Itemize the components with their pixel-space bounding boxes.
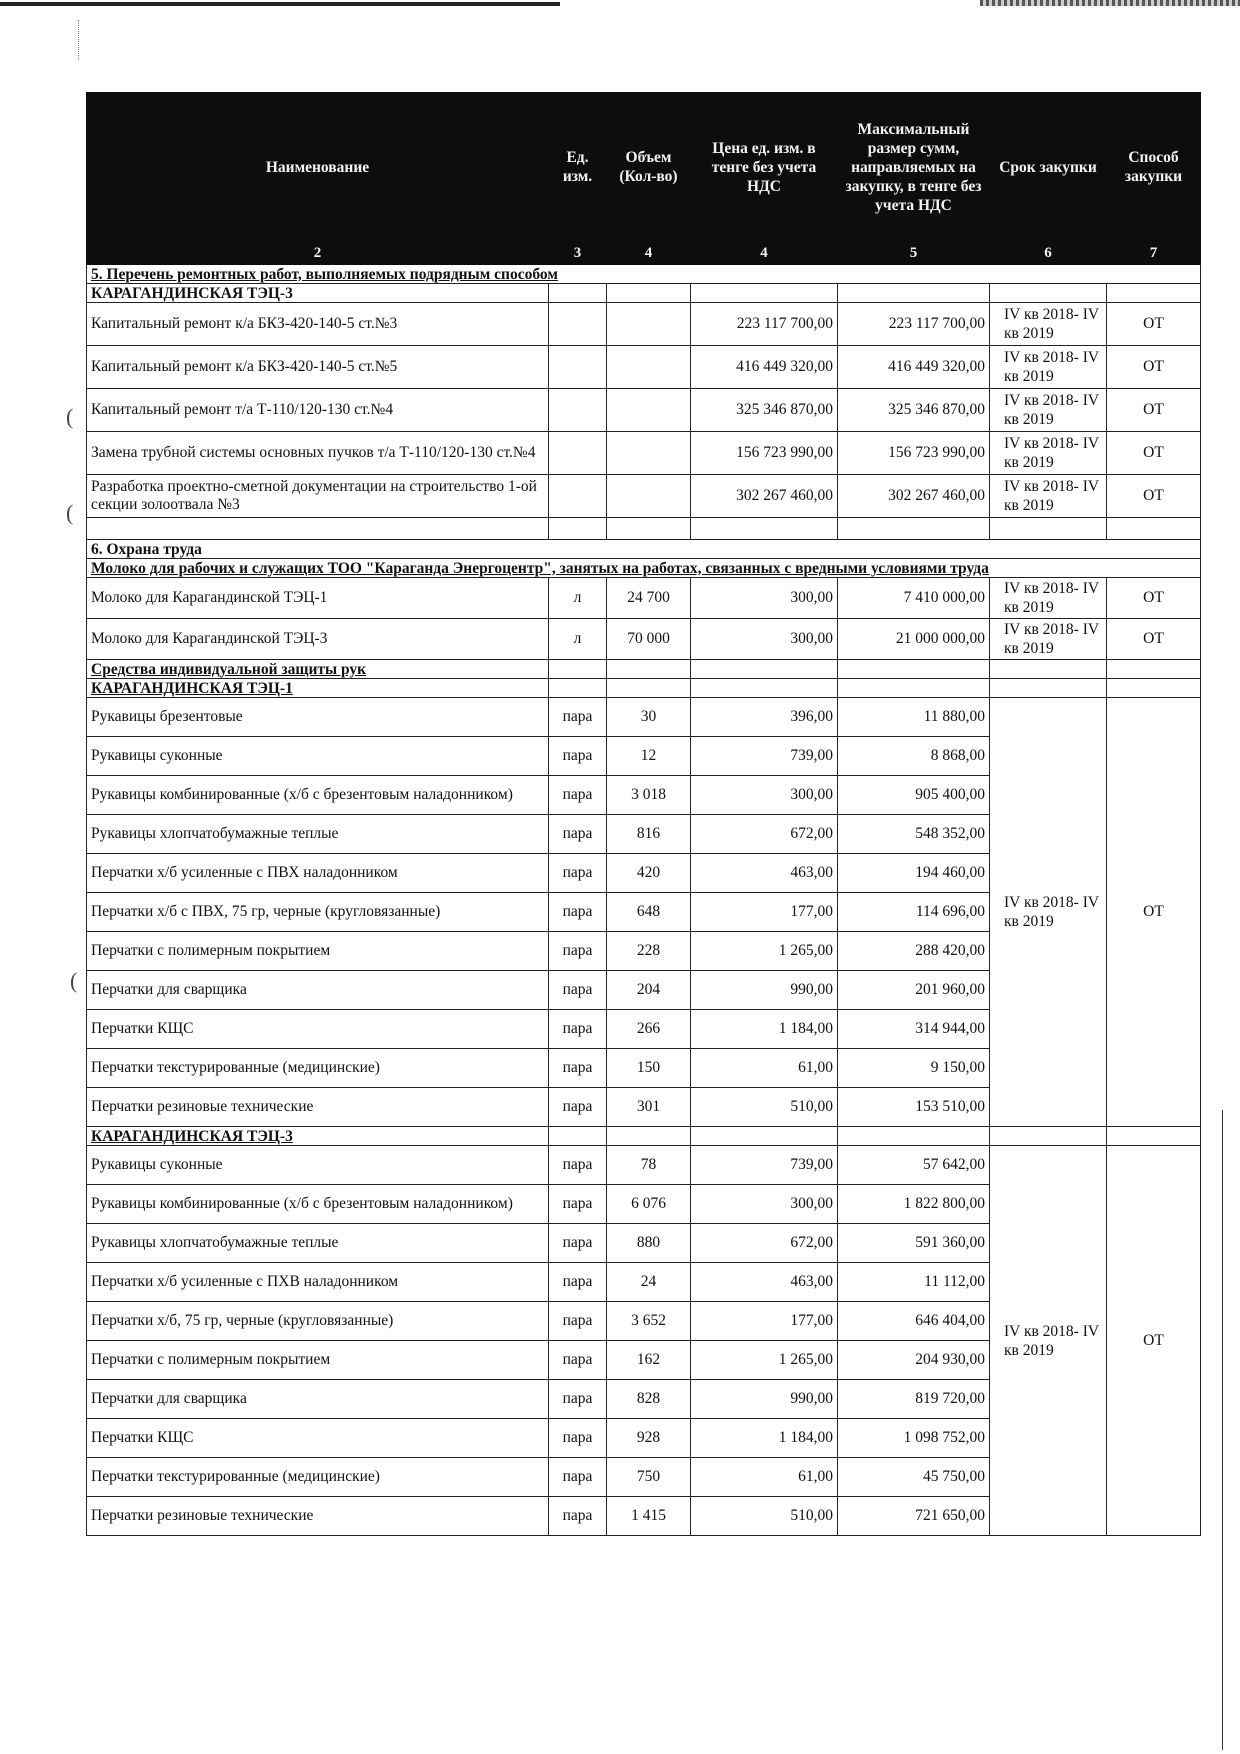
cell-name: Перчатки х/б усиленные с ПВХ наладонником [87, 854, 549, 893]
cell-method: ОТ [1107, 346, 1201, 389]
cell-sum: 223 117 700,00 [838, 303, 990, 346]
cell-qty: 12 [607, 737, 691, 776]
plant-header-row [87, 679, 1201, 698]
header-name: Наименование [87, 93, 549, 242]
cell-sum: 9 150,00 [838, 1049, 990, 1088]
cell-name: Перчатки КЩС [87, 1010, 549, 1049]
cell-price: 463,00 [691, 854, 838, 893]
cell-qty: 3 018 [607, 776, 691, 815]
empty-row [87, 518, 1201, 540]
header-qty: Объем (Кол-во) [607, 93, 691, 242]
cell-period: IV кв 2018- IV кв 2019 [990, 346, 1107, 389]
cell-name: Рукавицы суконные [87, 737, 549, 776]
cell-method: ОТ [1107, 303, 1201, 346]
header-col-number: 2 [87, 242, 549, 265]
section-5-title: 5. Перечень ремонтных работ, выполняемых подрядным способом [87, 265, 1201, 284]
cell-sum: 114 696,00 [838, 893, 990, 932]
cell-qty: 880 [607, 1224, 691, 1263]
cell-price: 510,00 [691, 1088, 838, 1127]
cell-unit [549, 346, 607, 389]
cell-price: 1 265,00 [691, 932, 838, 971]
cell-unit: пара [549, 893, 607, 932]
cell-price: 463,00 [691, 1263, 838, 1302]
cell-sum: 416 449 320,00 [838, 346, 990, 389]
cell-unit: пара [549, 815, 607, 854]
scan-bracket-mark: ( [66, 500, 74, 525]
cell-qty: 266 [607, 1010, 691, 1049]
cell-unit: пара [549, 1380, 607, 1419]
header-unit: Ед. изм. [549, 93, 607, 242]
cell-price: 300,00 [691, 578, 838, 619]
scan-bracket-mark: ( [70, 968, 78, 993]
cell-sum: 7 410 000,00 [838, 578, 990, 619]
cell-period: IV кв 2018- IV кв 2019 [990, 1146, 1107, 1536]
cell-qty [607, 303, 691, 346]
milk-title-row [87, 559, 1201, 578]
cell-qty: 162 [607, 1341, 691, 1380]
plant-title: КАРАГАНДИНСКАЯ ТЭЦ-3 [87, 284, 549, 303]
cell-qty: 204 [607, 971, 691, 1010]
cell-sum: 325 346 870,00 [838, 389, 990, 432]
header-col-number: 3 [549, 242, 607, 265]
table-body [87, 265, 1201, 1536]
cell-unit: л [549, 578, 607, 619]
cell-sum: 153 510,00 [838, 1088, 990, 1127]
header-col-number: 7 [1107, 242, 1201, 265]
cell-qty: 828 [607, 1380, 691, 1419]
cell-name: Перчатки текстурированные (медицинские) [87, 1458, 549, 1497]
cell-method: ОТ [1107, 389, 1201, 432]
cell-sum: 288 420,00 [838, 932, 990, 971]
scan-border-top-left [0, 2, 560, 6]
cell-name: Разработка проектно-сметной документации на строительство 1-ой секции золоотвала №3 [87, 475, 549, 518]
cell-sum: 1 822 800,00 [838, 1185, 990, 1224]
cell-price: 61,00 [691, 1049, 838, 1088]
cell-unit: пара [549, 1010, 607, 1049]
cell-qty: 24 [607, 1263, 691, 1302]
cell-qty: 750 [607, 1458, 691, 1497]
cell-unit: пара [549, 1088, 607, 1127]
cell-price: 177,00 [691, 893, 838, 932]
cell-name: Перчатки для сварщика [87, 971, 549, 1010]
cell-qty: 30 [607, 698, 691, 737]
cell-sum: 8 868,00 [838, 737, 990, 776]
cell-name: Рукавицы хлопчатобумажные теплые [87, 815, 549, 854]
cell-price: 302 267 460,00 [691, 475, 838, 518]
cell-name: Рукавицы суконные [87, 1146, 549, 1185]
cell-unit: пара [549, 1049, 607, 1088]
cell-method: ОТ [1107, 1146, 1201, 1536]
table-row [87, 432, 1201, 475]
cell-name: Перчатки КЩС [87, 1419, 549, 1458]
cell-period: IV кв 2018- IV кв 2019 [990, 475, 1107, 518]
cell-unit: пара [549, 1185, 607, 1224]
cell-name: Перчатки х/б усиленные с ПХВ наладонником [87, 1263, 549, 1302]
cell-qty: 816 [607, 815, 691, 854]
table-row [87, 303, 1201, 346]
cell-name: Перчатки резиновые технические [87, 1497, 549, 1536]
cell-sum: 721 650,00 [838, 1497, 990, 1536]
cell-price: 156 723 990,00 [691, 432, 838, 475]
cell-price: 990,00 [691, 971, 838, 1010]
milk-title: Молоко для рабочих и служащих ТОО "Караганда Энергоцентр", занятых на работах, связанных с вредными условиями труда [87, 559, 1201, 578]
cell-period: IV кв 2018- IV кв 2019 [990, 303, 1107, 346]
cell-sum: 194 460,00 [838, 854, 990, 893]
section-title-row [87, 265, 1201, 284]
plant-header-row [87, 1127, 1201, 1146]
cell-unit: пара [549, 1458, 607, 1497]
cell-qty: 648 [607, 893, 691, 932]
cell-qty: 6 076 [607, 1185, 691, 1224]
cell-qty: 928 [607, 1419, 691, 1458]
cell-name: Перчатки с полимерным покрытием [87, 1341, 549, 1380]
cell-sum: 45 750,00 [838, 1458, 990, 1497]
cell-sum: 57 642,00 [838, 1146, 990, 1185]
cell-unit: пара [549, 698, 607, 737]
cell-price: 1 265,00 [691, 1341, 838, 1380]
table-row [87, 389, 1201, 432]
table-row [87, 619, 1201, 660]
cell-qty: 24 700 [607, 578, 691, 619]
cell-sum: 819 720,00 [838, 1380, 990, 1419]
cell-price: 672,00 [691, 815, 838, 854]
cell-qty: 70 000 [607, 619, 691, 660]
table-row [87, 578, 1201, 619]
cell-sum: 548 352,00 [838, 815, 990, 854]
cell-unit [549, 475, 607, 518]
cell-price: 325 346 870,00 [691, 389, 838, 432]
cell-name: Перчатки текстурированные (медицинские) [87, 1049, 549, 1088]
cell-period: IV кв 2018- IV кв 2019 [990, 432, 1107, 475]
cell-unit [549, 432, 607, 475]
cell-name: Замена трубной системы основных пучков т/а Т-110/120-130 ст.№4 [87, 432, 549, 475]
cell-sum: 204 930,00 [838, 1341, 990, 1380]
cell-period: IV кв 2018- IV кв 2019 [990, 619, 1107, 660]
table-row [87, 346, 1201, 389]
table-row [87, 475, 1201, 518]
ppe-title: Средства индивидуальной защиты рук [87, 660, 549, 679]
cell-price: 739,00 [691, 1146, 838, 1185]
cell-name: Молоко для Карагандинской ТЭЦ-3 [87, 619, 549, 660]
cell-period: IV кв 2018- IV кв 2019 [990, 389, 1107, 432]
cell-price: 990,00 [691, 1380, 838, 1419]
cell-unit: л [549, 619, 607, 660]
cell-unit: пара [549, 1146, 607, 1185]
header-col-number: 5 [838, 242, 990, 265]
cell-price: 223 117 700,00 [691, 303, 838, 346]
plant-title: КАРАГАНДИНСКАЯ ТЭЦ-1 [87, 679, 549, 698]
cell-qty [607, 346, 691, 389]
cell-qty [607, 475, 691, 518]
cell-unit: пара [549, 776, 607, 815]
cell-name: Перчатки с полимерным покрытием [87, 932, 549, 971]
procurement-table [86, 92, 1201, 1536]
cell-unit: пара [549, 1341, 607, 1380]
cell-qty: 228 [607, 932, 691, 971]
cell-name: Рукавицы хлопчатобумажные теплые [87, 1224, 549, 1263]
cell-sum: 314 944,00 [838, 1010, 990, 1049]
cell-name: Рукавицы комбинированные (х/б с брезентовым наладонником) [87, 1185, 549, 1224]
header-price: Цена ед. изм. в тенге без учета НДС [691, 93, 838, 242]
cell-method: ОТ [1107, 432, 1201, 475]
cell-name: Перчатки для сварщика [87, 1380, 549, 1419]
cell-name: Рукавицы брезентовые [87, 698, 549, 737]
cell-price: 672,00 [691, 1224, 838, 1263]
cell-price: 739,00 [691, 737, 838, 776]
cell-qty: 1 415 [607, 1497, 691, 1536]
cell-qty [607, 389, 691, 432]
cell-qty: 301 [607, 1088, 691, 1127]
cell-name: Перчатки х/б, 75 гр, черные (кругловязанные) [87, 1302, 549, 1341]
cell-price: 61,00 [691, 1458, 838, 1497]
section-title-row [87, 540, 1201, 559]
table-row [87, 1146, 1201, 1185]
header-col-number: 6 [990, 242, 1107, 265]
cell-price: 1 184,00 [691, 1419, 838, 1458]
cell-unit [549, 389, 607, 432]
cell-price: 1 184,00 [691, 1010, 838, 1049]
cell-name: Перчатки х/б с ПВХ, 75 гр, черные (кругловязанные) [87, 893, 549, 932]
cell-method: ОТ [1107, 619, 1201, 660]
cell-unit [549, 303, 607, 346]
cell-price: 416 449 320,00 [691, 346, 838, 389]
cell-method: ОТ [1107, 578, 1201, 619]
cell-unit: пара [549, 1263, 607, 1302]
cell-unit: пара [549, 1419, 607, 1458]
cell-unit: пара [549, 854, 607, 893]
cell-period: IV кв 2018- IV кв 2019 [990, 698, 1107, 1127]
header-method: Способ закупки [1107, 93, 1201, 242]
cell-name: Капитальный ремонт т/а Т-110/120-130 ст.№4 [87, 389, 549, 432]
cell-sum: 302 267 460,00 [838, 475, 990, 518]
cell-price: 396,00 [691, 698, 838, 737]
scan-margin-marks [78, 20, 81, 60]
cell-sum: 156 723 990,00 [838, 432, 990, 475]
cell-sum: 201 960,00 [838, 971, 990, 1010]
header-col-number: 4 [607, 242, 691, 265]
plant-title: КАРАГАНДИНСКАЯ ТЭЦ-3 [87, 1127, 549, 1146]
table-row [87, 698, 1201, 737]
plant-header-row [87, 284, 1201, 303]
section-6-title: 6. Охрана труда [87, 540, 1201, 559]
cell-period: IV кв 2018- IV кв 2019 [990, 578, 1107, 619]
cell-price: 300,00 [691, 1185, 838, 1224]
scan-bracket-mark: ( [66, 404, 74, 429]
cell-unit: пара [549, 737, 607, 776]
cell-sum: 591 360,00 [838, 1224, 990, 1263]
cell-unit: пара [549, 1302, 607, 1341]
scan-border-top-right [980, 0, 1240, 6]
header-col-number: 4 [691, 242, 838, 265]
cell-qty: 150 [607, 1049, 691, 1088]
ppe-title-row [87, 660, 1201, 679]
header-max-sum: Максимальный размер сумм, направляемых на закупку, в тенге без учета НДС [838, 93, 990, 242]
cell-price: 300,00 [691, 776, 838, 815]
cell-qty [607, 432, 691, 475]
scan-margin-line [1222, 1110, 1223, 1750]
cell-price: 510,00 [691, 1497, 838, 1536]
cell-unit: пара [549, 971, 607, 1010]
cell-sum: 905 400,00 [838, 776, 990, 815]
cell-unit: пара [549, 1224, 607, 1263]
cell-sum: 646 404,00 [838, 1302, 990, 1341]
cell-method: ОТ [1107, 698, 1201, 1127]
cell-sum: 1 098 752,00 [838, 1419, 990, 1458]
cell-unit: пара [549, 1497, 607, 1536]
cell-price: 177,00 [691, 1302, 838, 1341]
cell-name: Перчатки резиновые технические [87, 1088, 549, 1127]
cell-sum: 11 880,00 [838, 698, 990, 737]
cell-qty: 420 [607, 854, 691, 893]
cell-price: 300,00 [691, 619, 838, 660]
cell-name: Капитальный ремонт к/а БКЗ-420-140-5 ст.№5 [87, 346, 549, 389]
cell-qty: 78 [607, 1146, 691, 1185]
cell-name: Молоко для Карагандинской ТЭЦ-1 [87, 578, 549, 619]
cell-unit: пара [549, 932, 607, 971]
cell-name: Капитальный ремонт к/а БКЗ-420-140-5 ст.№3 [87, 303, 549, 346]
cell-sum: 11 112,00 [838, 1263, 990, 1302]
header-period: Срок закупки [990, 93, 1107, 242]
cell-method: ОТ [1107, 475, 1201, 518]
cell-qty: 3 652 [607, 1302, 691, 1341]
cell-sum: 21 000 000,00 [838, 619, 990, 660]
cell-name: Рукавицы комбинированные (х/б с брезентовым наладонником) [87, 776, 549, 815]
